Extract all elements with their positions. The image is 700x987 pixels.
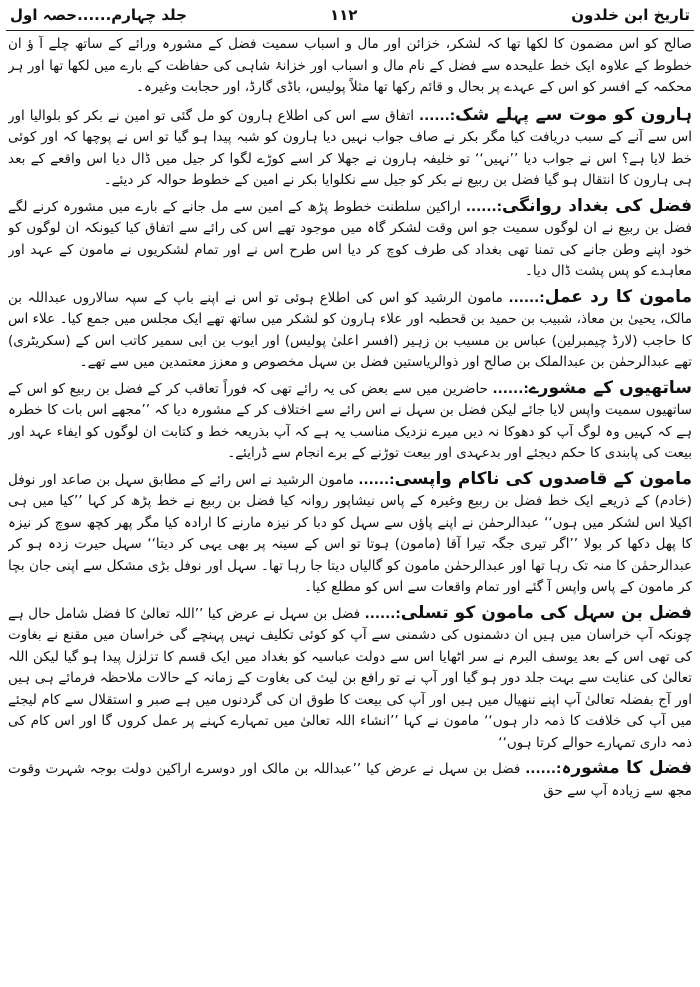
heading-separator: :...... xyxy=(508,289,545,306)
section-heading: مامون کا رد عمل xyxy=(544,286,692,307)
section-paragraph xyxy=(8,378,692,465)
section-paragraph xyxy=(8,758,692,802)
page-header xyxy=(0,0,700,28)
volume-part: جلد چہارم......حصہ اول xyxy=(10,6,187,24)
heading-separator: :...... xyxy=(364,605,401,622)
section-text: اراکین سلطنت خطوط پڑھ کے امین سے مل جانے کے بارے میں مشورہ کرنے لگے فضل بن ربیع نے ان لوگوں سمیت جو اس وقت لشکر گاہ میں موجود تھے اس کی رائے سے اتفاق کیا کیونکہ ان لوگوں کو خود اپنے وطن جانے کی تمنا تھی بغداد کی طرف کوچ کر دیا اس طرح اس نے اور تمام لشکریوں نے مامون کے عہد اور معاہدے کو پس پشت ڈال دیا۔ xyxy=(8,198,692,279)
page-body xyxy=(8,34,692,984)
section-heading: ساتھیوں کے مشورے xyxy=(528,377,692,398)
section-text: مامون الرشید نے اس رائے کے مطابق سہل بن صاعد اور نوفل (خادم) کے ذریعے ایک خط فضل بن ربیع وغیرہ کے پاس نیشاپور روانہ کیا فضل بن ربیع نے خط پڑھ کر کہا ’’کیا میں ہی اکیلا اس لشکر میں ہوں‘‘ عبدالرحمٰن نے اپنے پاؤں سے سہل کو دبا کر نیزہ مارنے کا ارادہ کیا مگر پھر کچھ سوچ کر نیزہ کا پھل دکھا کر بولا ’’اگر تیری جگہ تیرا آقا (مامون) ہوتا تو اس کے سینہ پر بھی یہی کر دیتا‘‘ سہل حیرت زدہ ہو کر عبدالرحمٰن کا منہ تک رہا تھا اور عبدالرحمٰن مامون کو گالیاں دیتا جا رہا تھا۔ سہل اور نوفل بڑی مشکل سے اپنی جان بچا کر مامون کے پاس واپس آ گئے اور تمام واقعات سے اس کو مطلع کیا۔ xyxy=(8,471,692,595)
section-paragraph xyxy=(8,469,692,599)
section-paragraph xyxy=(8,287,692,374)
section-text: حاضرین میں سے بعض کی یہ رائے تھی کہ فوراً تعاقب کر کے فضل بن ربیع کو اس کے ساتھیوں سمیت واپس لایا جائے لیکن فضل بن سہل نے اس رائے سے اختلاف کر کے مشورہ دیا کہ ’’مجھے اس بات کا خطرہ ہے کہ کہیں وہ لوگ آپ کو دھوکا نہ دیں میرے نزدیک مناسب یہ ہے کہ آپ بذریعہ خط و کتابت ان لوگوں کو ایفاء عہد اور بیعت کی پابندی کا حکم دیجئے اور بدعہدی اور بیعت توڑنے کے برے انجام سے ڈرایئے۔ xyxy=(8,380,692,461)
section-heading: فضل کی بغداد روانگی xyxy=(501,195,692,216)
section-paragraph xyxy=(8,603,692,755)
section-paragraph xyxy=(8,105,692,192)
header-divider xyxy=(6,30,694,31)
section-text: اتفاق سے اس کی اطلاع ہارون کو مل گئی تو امین نے بکر کو بلوالیا اور اس سے آنے کے سبب دریافت کیا مگر بکر نے صاف جواب نہیں دیا ہارون کو شبہ پیدا ہو گیا تو اس نے پوچھا کہ اور کوئی خط لایا ہے؟ اس نے جواب دیا ’’نہیں‘‘ تو خلیفہ ہارون نے جھلا کر اسے کوڑے لگوا کر جیل میں ڈال دیا اس واقعے کے بعد ہی ہارون کا انتقال ہو گیا فضل بن ربیع نے بکر کو جیل سے نکلوایا بکر نے امین کے خطوط حوالہ کر دیئے۔ xyxy=(8,107,692,188)
section-text: فضل بن سہل نے عرض کیا ’’عبداللہ بن مالک اور دوسرے اراکین دولت بوجہ شہرت وقوت مجھ سے زیادہ آپ سے حق xyxy=(8,761,692,799)
section-text: مامون الرشید کو اس کی اطلاع ہوئی تو اس نے اپنے باپ کے سپہ سالاروں عبداللہ بن مالک، یحییٰ بن معاذ، شبیب بن حمید بن قحطبہ اور علاء ہارون کو لشکر میں ساتھ تھے ایک مجلس میں جمع کیا۔ علاء اس کا حاجب (لارڈ چیمبرلین) عباس بن مسیب بن زہیر (افسر اعلیٰ پولیس) اور ایوب بن ابی سمیر کاتب اس کے (سکریٹری) تھے عبدالرحمٰن بن عبدالملک بن صالح اور ذوالریاستین فضل بن سہل مخصوص و معزز معتمدین میں سے تھے۔ xyxy=(8,289,692,370)
heading-separator: :...... xyxy=(465,198,502,215)
page-number: ۱۱۲ xyxy=(330,6,358,24)
heading-separator: :...... xyxy=(358,471,395,488)
book-title: تاریخ ابن خلدون xyxy=(571,6,690,24)
heading-separator: :...... xyxy=(418,107,456,124)
section-text: فضل بن سہل نے عرض کیا ’’اللہ تعالیٰ کا فضل شامل حال ہے چونکہ آپ خراسان میں ہیں ان دشمنوں کی دشمنی سے آپ کو کوئی تکلیف نہیں پہنچے گی خراسان میں مقنع نے بغاوت کی تھی اس کے بعد یوسف البرم نے سر اٹھایا اس سے دولت عباسیہ کو بغداد میں ایک قسم کا تزلزل پیدا ہو گیا لیکن اللہ تعالیٰ کی عنایت سے بہت جلد دور ہو گیا اور آپ نے تو رافع بن لیث کی بغاوت کے زمانہ کے حالات ملاحظہ فرمائے ہی ہیں اور آج بفضلہ تعالیٰ آپ اپنے ننھیال میں ہیں اور آپ کی بیعت کا طوق ان کی گردنوں میں ہے صبر و استقلال سے کام لیجئے میں آپ کی خلافت کا ذمہ دار ہوں‘‘ مامون نے کہا ’’انشاء اللہ تعالیٰ میں تمہارے کہنے پر عمل کروں گا اور اس کام کی ذمہ داری تمہارے حوالے کرتا ہوں‘‘ xyxy=(8,605,692,751)
section-heading: فضل کا مشورہ xyxy=(561,758,692,778)
section-heading: مامون کے قاصدوں کی ناکام واپسی xyxy=(394,468,692,489)
intro-paragraph: صالح کو اس مضمون کا لکھا تھا کہ لشکر، خزائن اور مال و اسباب سمیت فضل کے مشورہ ورائے کے ساتھ چلے آ ؤ ان خطوط کے علاوہ ایک خط علیحدہ سے فضل کے نام مال و اسباب اور خزانۂ شاہی کی حفاظت کے بارے میں لکھا تھا اور ہر محکمہ کے افسر کو اس کے عہدے پر بحال و قائم رکھا تھا مثلاً پولیس، باڈی گارڈ، اور حجابت وغیرہ۔ xyxy=(8,36,692,95)
heading-separator: :...... xyxy=(525,761,562,777)
section-heading: ہارون کو موت سے پہلے شک xyxy=(455,104,692,125)
heading-separator: :...... xyxy=(492,380,529,397)
section-heading: فضل بن سہل کی مامون کو تسلی xyxy=(400,602,692,623)
section-paragraph xyxy=(8,196,692,283)
